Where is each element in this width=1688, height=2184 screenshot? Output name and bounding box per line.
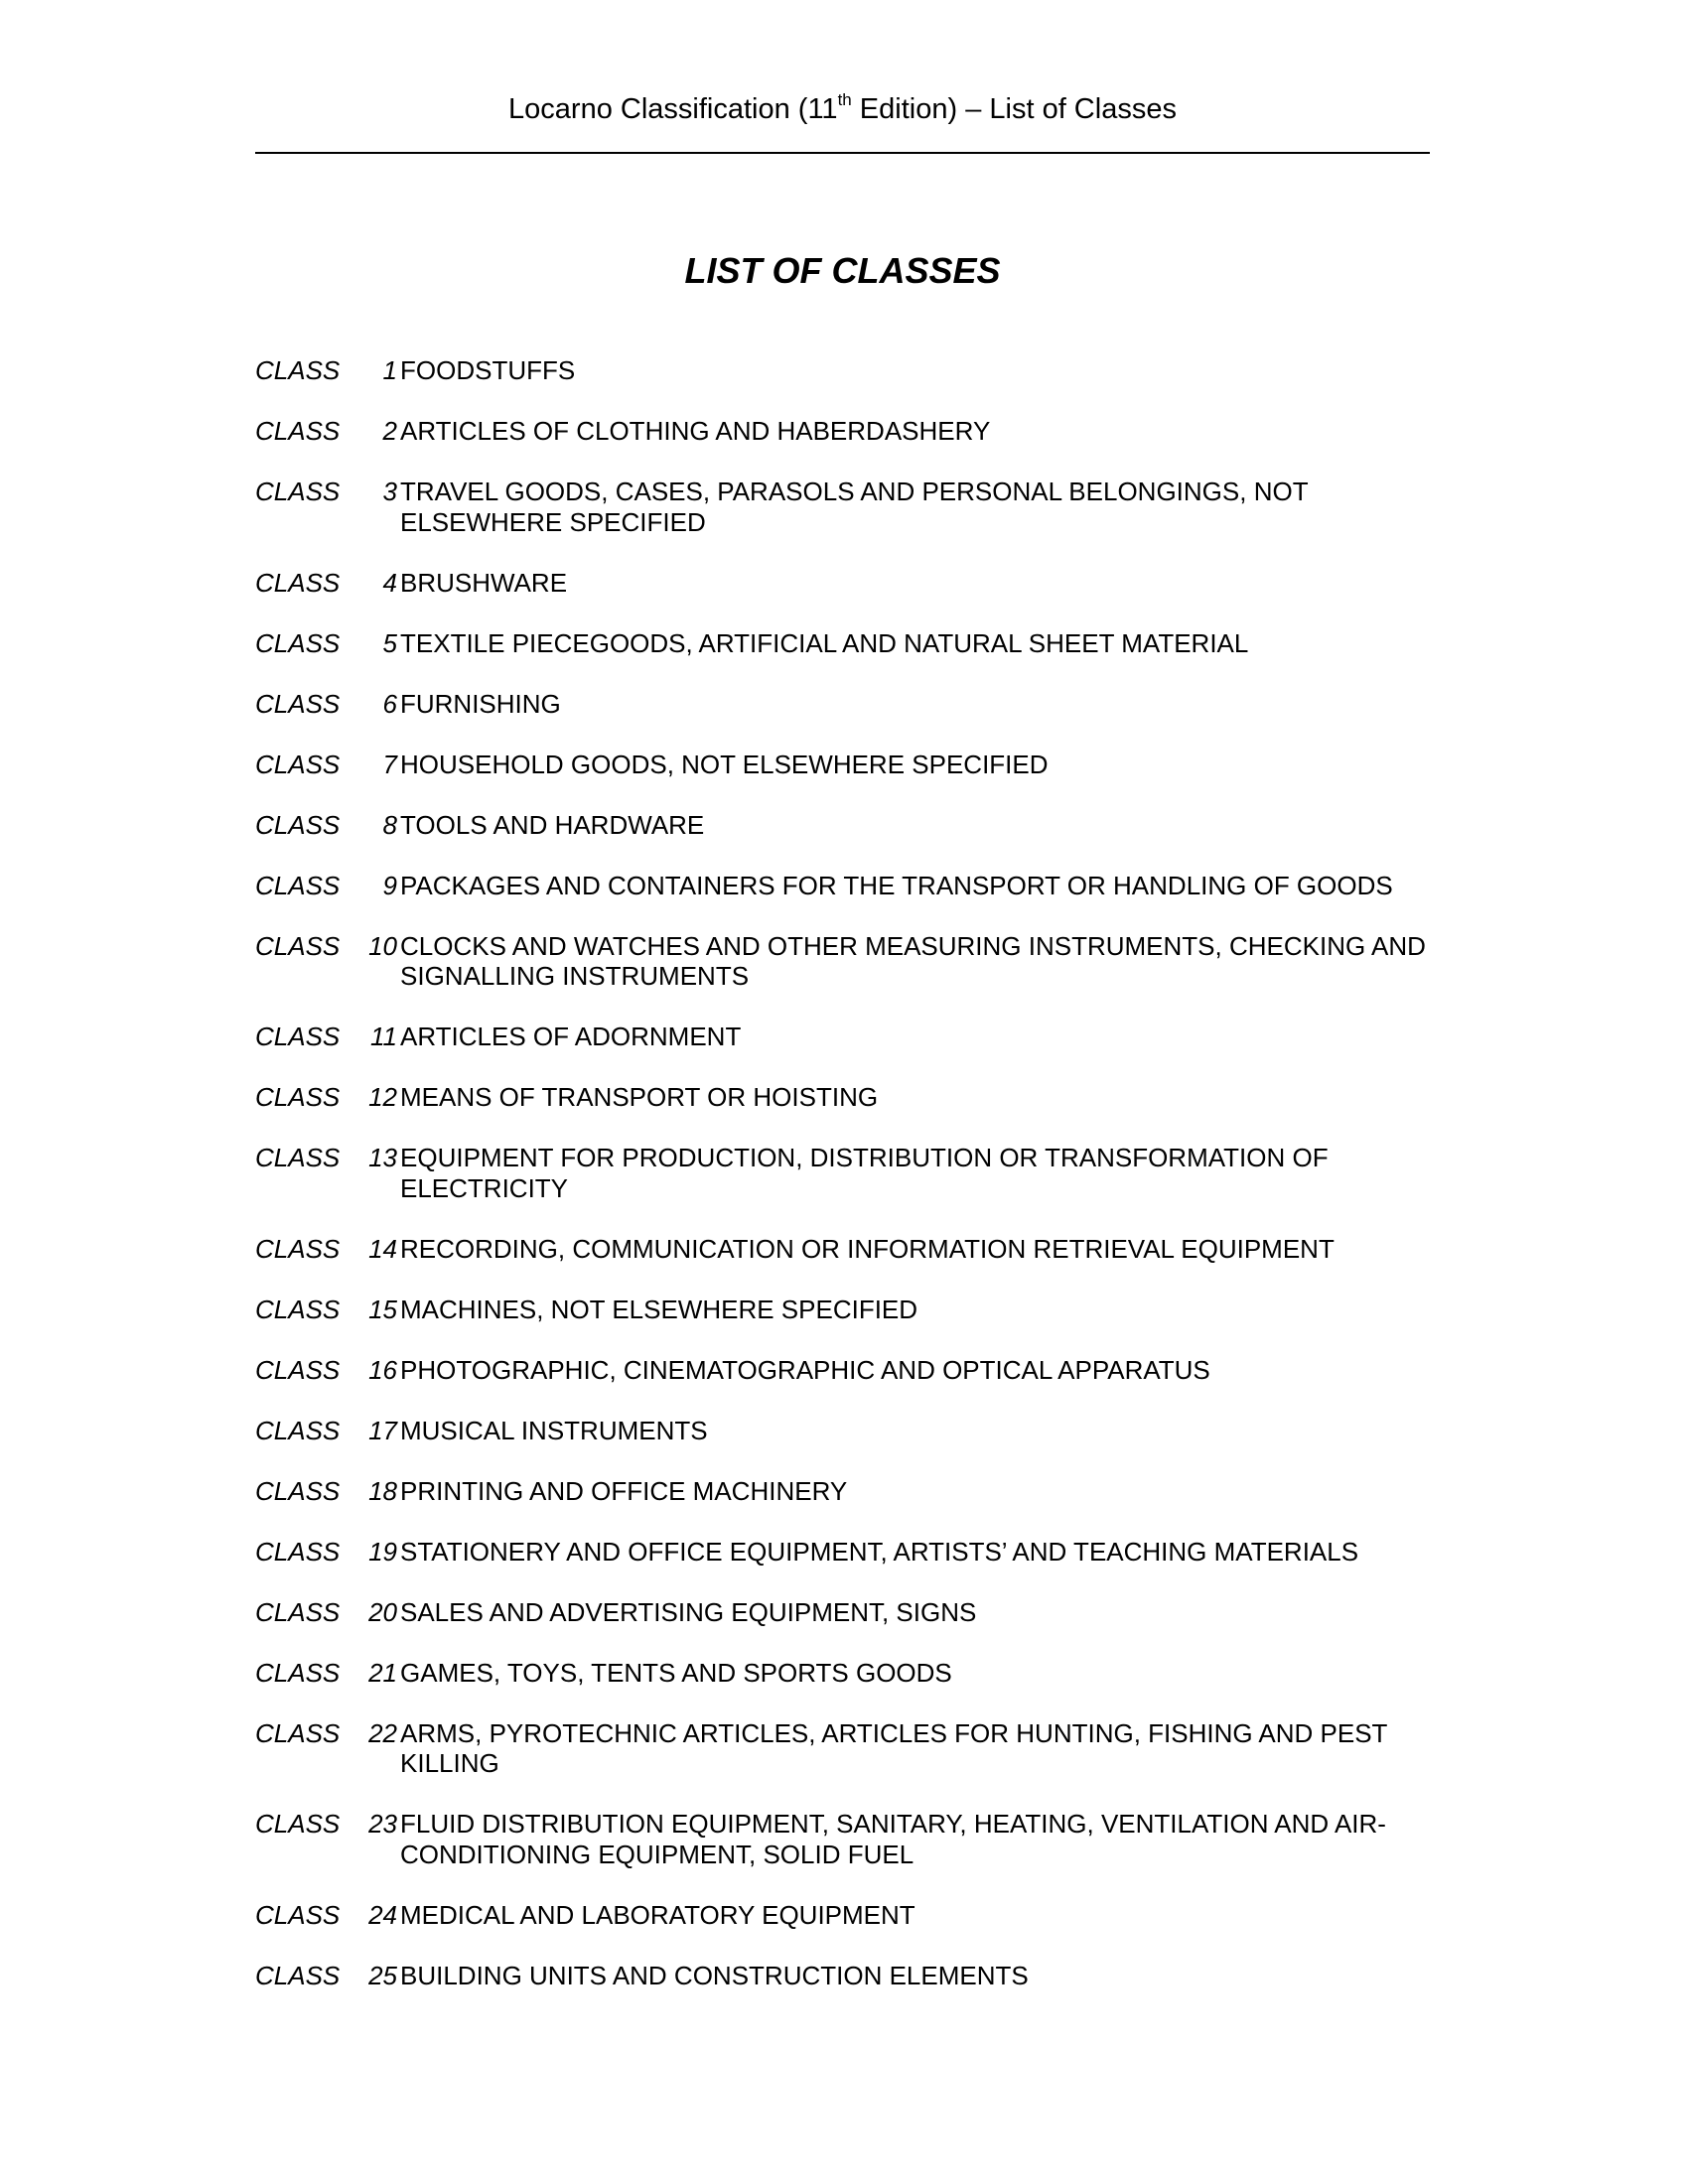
- class-row: [255, 416, 1430, 447]
- class-label: [255, 416, 400, 447]
- class-number: 24: [368, 1899, 397, 1930]
- class-number: 1: [382, 355, 397, 385]
- class-row: [255, 1961, 1430, 1991]
- class-number: 20: [368, 1596, 397, 1627]
- class-title: TEXTILE PIECEGOODS, ARTIFICIAL AND NATURAL SHEET MATERIAL: [400, 627, 1249, 658]
- class-row: [255, 568, 1430, 599]
- class-row: [255, 1597, 1430, 1628]
- class-label: [255, 1416, 400, 1446]
- class-word: CLASS: [255, 749, 341, 779]
- class-label: [255, 1961, 400, 1991]
- class-title: GAMES, TOYS, TENTS AND SPORTS GOODS: [400, 1657, 952, 1688]
- class-title: ARTICLES OF ADORNMENT: [400, 1022, 742, 1051]
- class-word: CLASS: [255, 1475, 341, 1506]
- class-number: 3: [382, 477, 397, 506]
- running-header-text-end: Edition) – List of Classes: [851, 93, 1177, 125]
- class-label: [255, 871, 400, 901]
- class-word: CLASS: [255, 688, 341, 719]
- class-list: [255, 355, 1430, 2021]
- class-title: SALES AND ADVERTISING EQUIPMENT, SIGNS: [400, 1596, 977, 1627]
- class-word: CLASS: [255, 1960, 341, 1990]
- class-label: [255, 1809, 400, 1840]
- class-title: FOODSTUFFS: [400, 355, 576, 385]
- class-label: [255, 1143, 400, 1173]
- class-number: 19: [368, 1536, 397, 1567]
- class-word: CLASS: [255, 355, 341, 385]
- class-label: [255, 1082, 400, 1113]
- class-word: CLASS: [255, 1536, 341, 1567]
- class-number: 9: [382, 870, 397, 900]
- class-number: 22: [368, 1717, 397, 1748]
- class-label: [255, 477, 400, 507]
- class-word: CLASS: [255, 1415, 341, 1445]
- class-row: [255, 1537, 1430, 1568]
- class-word: CLASS: [255, 1657, 341, 1688]
- class-title: MACHINES, NOT ELSEWHERE SPECIFIED: [400, 1294, 918, 1324]
- class-word: CLASS: [255, 1233, 341, 1264]
- class-word: CLASS: [255, 1596, 341, 1627]
- class-row: [255, 1809, 1430, 1869]
- class-label: [255, 355, 400, 386]
- class-row: [255, 1718, 1430, 1779]
- class-title: RECORDING, COMMUNICATION OR INFORMATION RETRIEVAL EQUIPMENT: [400, 1233, 1335, 1264]
- class-word: CLASS: [255, 1717, 341, 1748]
- class-number: 15: [368, 1294, 397, 1324]
- class-word: CLASS: [255, 870, 341, 900]
- class-number: 17: [368, 1415, 397, 1445]
- class-row: [255, 1476, 1430, 1507]
- class-label: [255, 931, 400, 962]
- class-row: [255, 1658, 1430, 1689]
- class-word: CLASS: [255, 627, 341, 658]
- header-rule: [255, 152, 1430, 154]
- class-row: [255, 1234, 1430, 1265]
- class-number: 25: [368, 1960, 397, 1990]
- class-word: CLASS: [255, 1354, 341, 1385]
- class-row: [255, 810, 1430, 841]
- class-label: [255, 689, 400, 720]
- class-title: MUSICAL INSTRUMENTS: [400, 1415, 708, 1445]
- class-word: CLASS: [255, 809, 341, 840]
- class-label: [255, 568, 400, 599]
- class-title: TOOLS AND HARDWARE: [400, 809, 705, 840]
- class-label: [255, 1658, 400, 1689]
- class-word: CLASS: [255, 930, 341, 961]
- class-label: [255, 1900, 400, 1931]
- class-word: CLASS: [255, 1809, 341, 1839]
- class-number: 12: [368, 1082, 397, 1112]
- class-title: STATIONERY AND OFFICE EQUIPMENT, ARTISTS’ AND TEACHING MATERIALS: [400, 1536, 1359, 1567]
- class-number: 13: [368, 1143, 397, 1172]
- class-word: CLASS: [255, 1082, 341, 1112]
- class-row: [255, 1082, 1430, 1113]
- class-number: 10: [368, 930, 397, 961]
- class-label: [255, 1476, 400, 1507]
- class-row: [255, 1416, 1430, 1446]
- class-number: 18: [368, 1475, 397, 1506]
- class-title: EQUIPMENT FOR PRODUCTION, DISTRIBUTION OR TRANSFORMATION OF ELECTRICITY: [400, 1143, 1329, 1203]
- class-number: 7: [382, 749, 397, 779]
- class-word: CLASS: [255, 416, 341, 446]
- class-number: 5: [382, 627, 397, 658]
- class-label: [255, 1355, 400, 1386]
- class-row: [255, 689, 1430, 720]
- class-label: [255, 1597, 400, 1628]
- class-number: 23: [368, 1809, 397, 1839]
- class-label: [255, 1295, 400, 1325]
- class-number: 21: [368, 1657, 397, 1688]
- class-title: BRUSHWARE: [400, 567, 568, 598]
- running-header-superscript: th: [837, 90, 852, 109]
- class-row: [255, 355, 1430, 386]
- class-title: FLUID DISTRIBUTION EQUIPMENT, SANITARY, HEATING, VENTILATION AND AIR-CONDITIONING EQUIPMENT, SOLID FUEL: [400, 1809, 1386, 1869]
- class-title: FURNISHING: [400, 688, 561, 719]
- class-row: [255, 1022, 1430, 1052]
- class-row: [255, 1355, 1430, 1386]
- class-title: ARMS, PYROTECHNIC ARTICLES, ARTICLES FOR HUNTING, FISHING AND PEST KILLING: [400, 1717, 1387, 1778]
- class-number: 11: [370, 1022, 397, 1051]
- class-row: [255, 931, 1430, 992]
- class-label: [255, 1022, 400, 1052]
- class-number: 6: [382, 688, 397, 719]
- class-number: 2: [382, 416, 397, 446]
- class-label: [255, 750, 400, 780]
- class-row: [255, 750, 1430, 780]
- class-row: [255, 871, 1430, 901]
- page-title: LIST OF CLASSES: [684, 250, 1001, 291]
- class-row: [255, 1295, 1430, 1325]
- class-title: BUILDING UNITS AND CONSTRUCTION ELEMENTS: [400, 1960, 1029, 1990]
- running-header: [255, 91, 1430, 127]
- class-title: HOUSEHOLD GOODS, NOT ELSEWHERE SPECIFIED: [400, 749, 1049, 779]
- class-row: [255, 1900, 1430, 1931]
- class-title: TRAVEL GOODS, CASES, PARASOLS AND PERSONAL BELONGINGS, NOT ELSEWHERE SPECIFIED: [400, 477, 1309, 537]
- class-word: CLASS: [255, 1294, 341, 1324]
- class-title: MEDICAL AND LABORATORY EQUIPMENT: [400, 1899, 915, 1930]
- class-title: CLOCKS AND WATCHES AND OTHER MEASURING INSTRUMENTS, CHECKING AND SIGNALLING INSTRUMENTS: [400, 930, 1426, 991]
- class-word: CLASS: [255, 477, 341, 506]
- class-label: [255, 810, 400, 841]
- class-title: PHOTOGRAPHIC, CINEMATOGRAPHIC AND OPTICAL APPARATUS: [400, 1354, 1210, 1385]
- class-word: CLASS: [255, 1899, 341, 1930]
- class-title: PACKAGES AND CONTAINERS FOR THE TRANSPORT OR HANDLING OF GOODS: [400, 870, 1393, 900]
- class-word: CLASS: [255, 567, 341, 598]
- class-row: [255, 477, 1430, 537]
- class-label: [255, 1234, 400, 1265]
- class-title: PRINTING AND OFFICE MACHINERY: [400, 1475, 848, 1506]
- class-number: 14: [368, 1233, 397, 1264]
- class-label: [255, 1718, 400, 1749]
- class-label: [255, 1537, 400, 1568]
- running-header-text-start: Locarno Classification (11: [508, 93, 838, 125]
- class-row: [255, 1143, 1430, 1203]
- class-number: 4: [382, 567, 397, 598]
- class-label: [255, 628, 400, 659]
- class-row: [255, 628, 1430, 659]
- class-word: CLASS: [255, 1143, 341, 1172]
- class-title: MEANS OF TRANSPORT OR HOISTING: [400, 1082, 879, 1112]
- class-title: ARTICLES OF CLOTHING AND HABERDASHERY: [400, 416, 991, 446]
- class-number: 8: [382, 809, 397, 840]
- class-word: CLASS: [255, 1022, 341, 1051]
- class-number: 16: [368, 1354, 397, 1385]
